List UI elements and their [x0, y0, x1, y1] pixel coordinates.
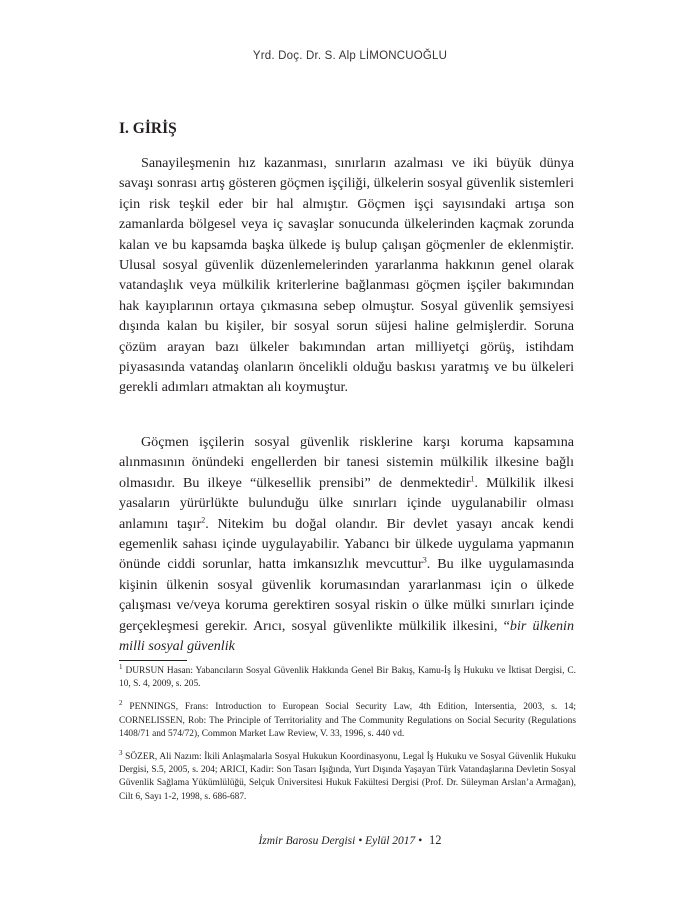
footnote-3	[119, 748, 576, 804]
footnotes	[119, 662, 577, 814]
footnote-1-number: 1	[119, 662, 123, 671]
section-title: I. GİRİŞ	[119, 120, 177, 137]
footnote-ref-1[interactable]: 1	[470, 474, 475, 484]
footnote-2-text: PENNINGS, Frans: Introduction to European Social Security Law, 4th Edition, Intersentia, 2003, s. 14; CORNELISSEN, Rob: The Principle of Territoriality and The Community Regulations on Social Security (Regulations 1408/71 and 574/72), Common Market Law Review, V. 33, 1996, s. 440 vd.	[119, 702, 577, 739]
footnote-3-number: 3	[119, 748, 123, 757]
paragraph-2-italic-quote: bir ülkenin milli sosyal güvenlik	[119, 617, 574, 655]
footnote-1-text: DURSUN Hasan: Yabancıların Sosyal Güvenlik Hakkında Genel Bir Bakış, Kamu-İş İş Hukuku ve İktisat Dergisi, C. 10, S. 4, 2009, s. 205.	[119, 666, 576, 690]
paragraph-1-text: Sanayileşmenin hız kazanması, sınırların azalması ve iki büyük dünya savaşı sonrası artış gösteren göçmen işçiliği, ülkelerin sosyal güvenlik sistemleri için risk teşkil eder bir hal almıştır. Göçmen işçi sayısındaki artışa son zamanlarda bölgesel veya iç savaşlar sonucunda ülkelerinden kaçmak zorunda kalan ve bu kapsamda başka ülkede iş bulup çalışan göçmenler de eklenmiştir. Ulusal sosyal güvenlik düzenlemelerinden yararlanma hakkının genel olarak vatandaşlık veya mülkilik kriterlerine bağlanması göçmen işçiler bakımından hak kayıplarının ortaya çıkmasına sebep olmuştur. Sosyal güvenlik şemsiyesi dışında kalan bu kişiler, bir sosyal sorun süjesi haline gelmişlerdir. Soruna çözüm arayan bazı ülkeler bakımından artan milliyetçi görüş, istihdam piyasasında vatandaş olanların öncelikli olduğu baskısı yaratmış ve bu ülkeleri gerekli adımları atmaktan alı koymuştur.	[119, 155, 574, 396]
footnote-3-text: SÖZER, Ali Nazım: İkili Anlaşmalarla Sosyal Hukukun Koordinasyonu, Legal İş Hukuku ve Sosyal Güvenlik Hukuku Dergisi, S.5, 2005, s. 204; ARICI, Kadir: Son Tasarı Işığında, Yurt Dışında Yaşayan Türk Vatandaşlarına Devletin Sosyal Güvenlik Sağlama Yükümlülüğü, Selçuk Üniversitesi Hukuk Fakültesi Dergisi (Prof. Dr. Süleyman Arslan’a Armağan), Cilt 6, Sayı 1-2, 1998, s. 686-687.	[119, 752, 576, 802]
paragraph-1	[119, 153, 574, 398]
footnote-1	[119, 662, 576, 691]
paragraph-2-text-d: . Bu ilke uygulamasında kişinin ülkenin sosyal güvenlik korumasından yararlanması için o ülkede çalışması ve/veya koruma gerektiren sosyal riskin o ülke mülki sınırları içinde gerçekleşmesi gerekir. Arıcı, sosyal güvenlikte mülkilik ilkesini, “	[119, 556, 574, 634]
paragraph-2-text-a: Göçmen işçilerin sosyal güvenlik risklerine karşı koruma kapsamına alınmasının önündeki engellerden bir tanesi sistemin mülkilik ilkesine bağlı olmasıdır. Bu ilkeye “ülkesellik prensibi” de denmektedir	[119, 434, 574, 491]
footnote-ref-2[interactable]: 2	[201, 514, 206, 524]
paragraph-2	[119, 432, 574, 656]
paragraph-2-text-c: . Nitekim bu doğal olandır. Bir devlet yasayı ancak kendi egemenlik sahası içinde uygulayabilir. Yabancı bir ülkede uygulama yapmanın önünde ciddi sorunlar, hatta imkansızlık mevcuttur	[119, 515, 574, 573]
footnote-2-number: 2	[119, 699, 123, 708]
footnote-divider	[119, 660, 187, 661]
running-head: Yrd. Doç. Dr. S. Alp LİMONCUOĞLU	[252, 50, 448, 62]
footnote-ref-3[interactable]: 3	[422, 555, 427, 565]
journal-name: İzmir Barosu Dergisi • Eylül 2017 •	[258, 835, 423, 847]
footnote-2	[119, 701, 576, 741]
page-number: 12	[429, 833, 442, 847]
paragraph-2-text-b: . Mülkilik ilkesi yasaların yürürlükte bulunduğu ülke sınırları içinde uygulanabilir olması anlamını taşır	[119, 474, 574, 532]
page-footer	[0, 833, 700, 848]
